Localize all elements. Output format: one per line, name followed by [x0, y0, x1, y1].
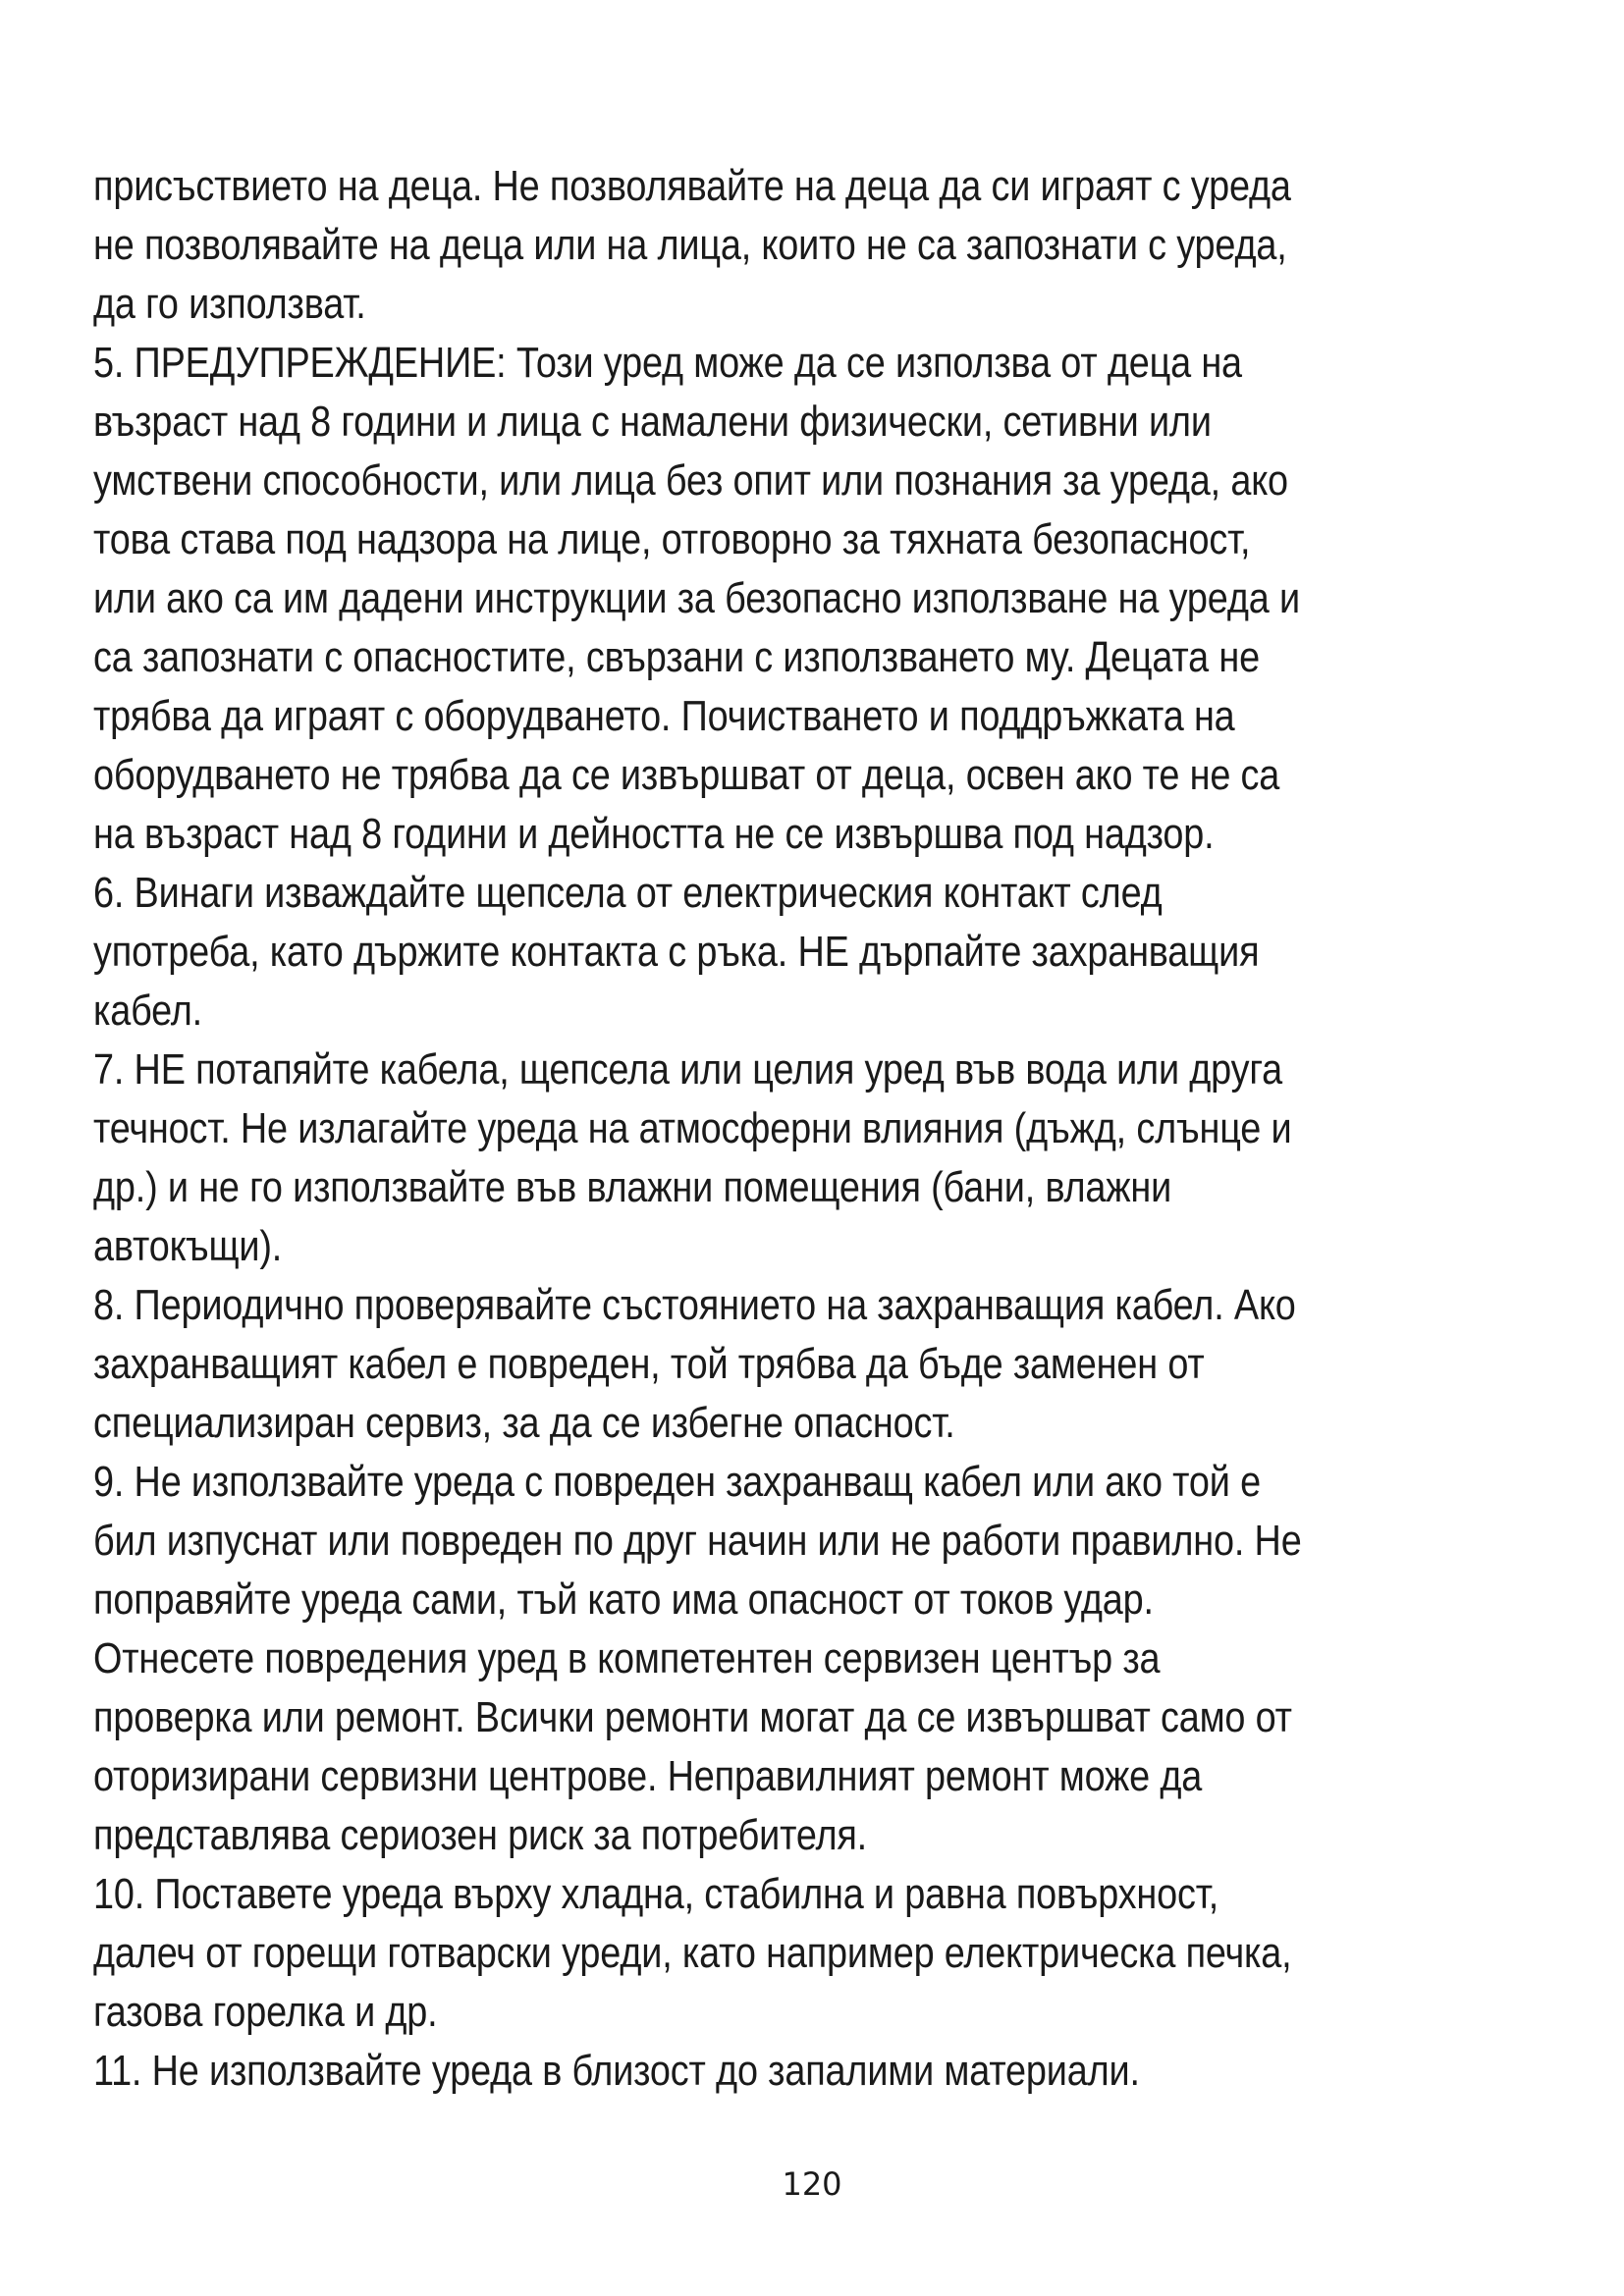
- text-line: специализиран сервиз, за да се избегне опасност.: [93, 1399, 955, 1447]
- text-line: оторизирани сервизни центрове. Неправилният ремонт може да: [93, 1752, 1203, 1800]
- text-line: Отнесете повредения уред в компетентен сервизен център за: [93, 1634, 1161, 1682]
- text-line: употреба, като държите контакта с ръка. НЕ дърпайте захранващия: [93, 928, 1260, 976]
- page-number: 120: [782, 2165, 842, 2203]
- text-line: 7. НЕ потапяйте кабела, щепсела или целия уред във вода или друга: [93, 1045, 1283, 1094]
- text-line: газова горелка и др.: [93, 1988, 438, 2036]
- text-line: 8. Периодично проверявайте състоянието на захранващия кабел. Ако: [93, 1281, 1296, 1329]
- text-line: 11. Не използвайте уреда в близост до запалими материали.: [93, 2047, 1140, 2095]
- text-line: др.) и не го използвайте във влажни помещения (бани, влажни: [93, 1163, 1172, 1211]
- text-line: бил изпуснат или повреден по друг начин или не работи правилно. Не: [93, 1517, 1302, 1565]
- text-line: далеч от горещи готварски уреди, като например електрическа печка,: [93, 1929, 1292, 1977]
- text-line: това става под надзора на лице, отговорно за тяхната безопасност,: [93, 515, 1251, 563]
- text-line: проверка или ремонт. Всички ремонти могат да се извършват само от: [93, 1693, 1292, 1741]
- text-line: не позволявайте на деца или на лица, които не са запознати с уреда,: [93, 221, 1287, 269]
- text-line: поправяйте уреда сами, тъй като има опасност от токов удар.: [93, 1575, 1154, 1624]
- text-line: възраст над 8 години и лица с намалени физически, сетивни или: [93, 398, 1212, 446]
- text-line: да го използват.: [93, 280, 366, 328]
- text-line: на възраст над 8 години и дейността не се извършва под надзор.: [93, 810, 1215, 858]
- text-line: са запознати с опасностите, свързани с използването му. Децата не: [93, 633, 1260, 681]
- text-line: кабел.: [93, 987, 203, 1035]
- text-line: 10. Поставете уреда върху хладна, стабилна и равна повърхност,: [93, 1870, 1219, 1918]
- text-line: 6. Винаги изваждайте щепсела от електрическия контакт след: [93, 869, 1163, 917]
- text-line: представлява сериозен риск за потребителя.: [93, 1811, 868, 1859]
- text-line: автокъщи).: [93, 1222, 283, 1270]
- text-line: оборудването не трябва да се извършват от деца, освен ако те не са: [93, 751, 1280, 799]
- text-line: 5. ПРЕДУПРЕЖДЕНИЕ: Този уред може да се използва от деца на: [93, 339, 1242, 387]
- text-line: или ако са им дадени инструкции за безопасно използване на уреда и: [93, 574, 1300, 622]
- text-line: умствени способности, или лица без опит или познания за уреда, ако: [93, 456, 1288, 505]
- text-line: трябва да играят с оборудването. Почистването и поддръжката на: [93, 692, 1235, 740]
- instructions-text: [93, 157, 1537, 2101]
- text-line: 9. Не използвайте уреда с повреден захранващ кабел или ако той е: [93, 1458, 1261, 1506]
- text-line: захранващият кабел е повреден, той трябва да бъде заменен от: [93, 1340, 1205, 1388]
- text-line: присъствието на деца. Не позволявайте на деца да си играят с уреда: [93, 162, 1291, 210]
- text-line: течност. Не излагайте уреда на атмосферни влияния (дъжд, слънце и: [93, 1104, 1292, 1152]
